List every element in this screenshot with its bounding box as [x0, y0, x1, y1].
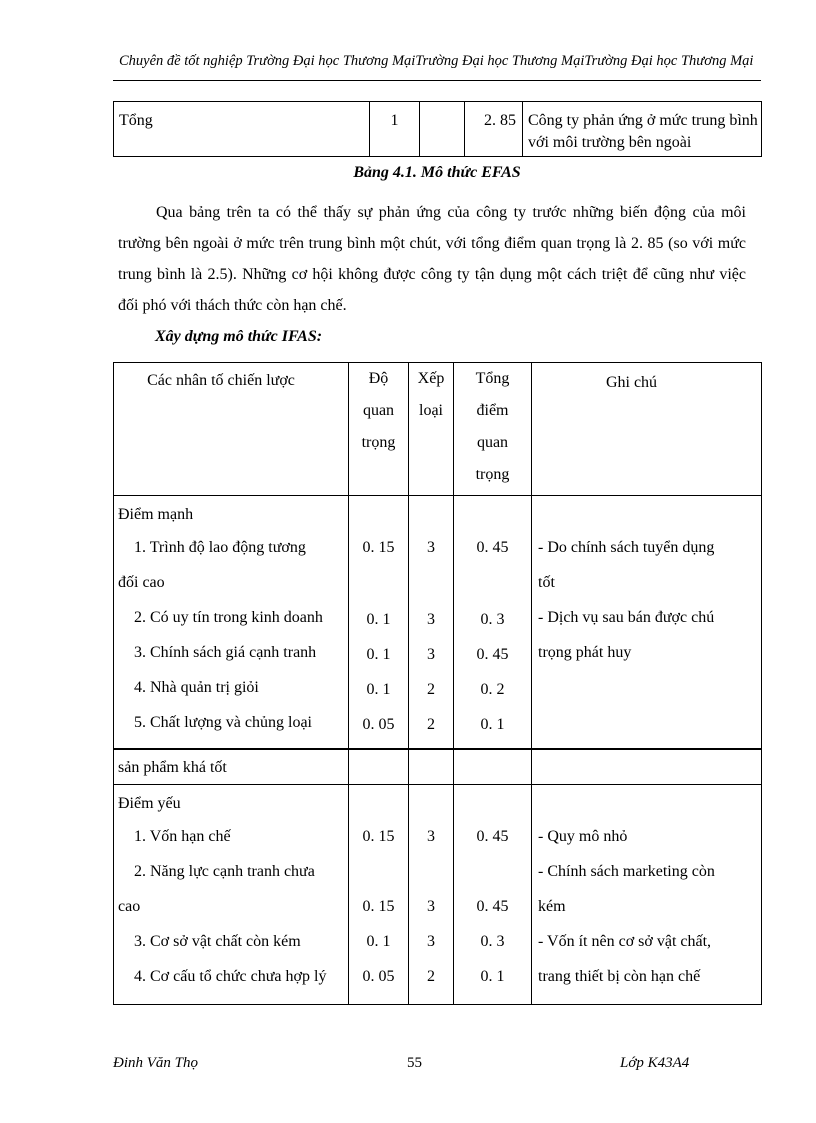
weakness-4-weight: 0. 05 [362, 968, 395, 985]
efas-total-table [113, 101, 762, 157]
ifas-header-row [114, 363, 762, 496]
strength-1-name-cont: đối cao [118, 574, 165, 591]
footer-author: Đinh Văn Thọ [113, 1055, 199, 1071]
weakness-3-weight: 0. 1 [366, 933, 391, 950]
efas-caption: Bảng 4.1. Mô thức EFAS [353, 164, 521, 181]
strengths-row [114, 496, 762, 750]
weakness-note-3: kém [538, 898, 566, 915]
strength-3-weight: 0. 1 [366, 646, 391, 663]
weakness-3-name: 3. Cơ sở vật chất còn kém [134, 933, 301, 950]
efas-total-weight: 1 [370, 102, 420, 157]
weakness-4-name: 4. Cơ cấu tổ chức chưa hợp lý [134, 968, 327, 985]
header-note: Ghi chú [532, 363, 762, 496]
weakness-1-rating: 3 [427, 828, 435, 845]
strength-2-weight: 0. 1 [366, 611, 391, 628]
continuation-empty-weight [349, 749, 409, 785]
strength-note-3: - Dịch vụ sau bán được chú [538, 609, 715, 626]
efas-total-score: 2. 85 [465, 102, 523, 157]
strength-3-rating: 3 [427, 646, 435, 663]
strength-4-name: 4. Nhà quản trị giỏi [134, 679, 259, 696]
weakness-4-total: 0. 1 [480, 968, 505, 985]
strength-5-weight: 0. 05 [362, 716, 395, 733]
weaknesses-notes [532, 785, 762, 1005]
strength-5-total: 0. 1 [480, 716, 505, 733]
strengths-factors [114, 496, 349, 750]
strengths-weights [349, 496, 409, 750]
weakness-2-name: 2. Năng lực cạnh tranh chưa [134, 863, 315, 880]
page-header: Chuyên đề tốt nghiệp Trường Đại học Thương MạiTrường Đại học Thương MạiTrường Đại học Thương Mại [119, 53, 754, 69]
strength-note-1: - Do chính sách tuyển dụng [538, 539, 715, 556]
weakness-note-1: - Quy mô nhỏ [538, 828, 628, 845]
weaknesses-category: Điểm yếu [118, 795, 181, 812]
weaknesses-weights [349, 785, 409, 1005]
weakness-2-rating: 3 [427, 898, 435, 915]
header-rule [113, 80, 761, 81]
strength-2-name: 2. Có uy tín trong kinh doanh [134, 609, 323, 626]
continuation-text: sản phẩm khá tốt [114, 749, 349, 785]
continuation-row [114, 749, 762, 785]
weakness-2-total: 0. 45 [476, 898, 509, 915]
header-factor: Các nhân tố chiến lược [114, 363, 349, 496]
strength-4-weight: 0. 1 [366, 681, 391, 698]
weakness-note-2: - Chính sách marketing còn [538, 863, 715, 880]
weakness-2-name-cont: cao [118, 898, 141, 915]
strength-2-rating: 3 [427, 611, 435, 628]
strength-5-name: 5. Chất lượng và chủng loại [134, 714, 312, 731]
strength-1-weight: 0. 15 [362, 539, 395, 556]
efas-total-note: Công ty phản ứng ở mức trung bình với môi trường bên ngoài [523, 102, 762, 157]
strengths-totals [454, 496, 532, 750]
strength-note-2: tốt [538, 574, 555, 591]
efas-total-rating [420, 102, 465, 157]
ifas-table [113, 362, 762, 1005]
weakness-1-total: 0. 45 [476, 828, 509, 845]
strength-2-total: 0. 3 [480, 611, 505, 628]
weaknesses-ratings [409, 785, 454, 1005]
continuation-empty-total [454, 749, 532, 785]
header-rating: Xếp loại [409, 363, 454, 496]
weaknesses-row [114, 785, 762, 1005]
weaknesses-totals [454, 785, 532, 1005]
weakness-3-total: 0. 3 [480, 933, 505, 950]
continuation-empty-note [532, 749, 762, 785]
ifas-section-title: Xây dựng mô thức IFAS: [155, 328, 323, 345]
continuation-empty-rating [409, 749, 454, 785]
strengths-notes [532, 496, 762, 750]
header-total: Tổng điểm quan trọng [454, 363, 532, 496]
weakness-4-rating: 2 [427, 968, 435, 985]
footer-class: Lớp K43A4 [620, 1055, 690, 1071]
strength-4-rating: 2 [427, 681, 435, 698]
strengths-category: Điểm mạnh [118, 506, 194, 523]
header-weight: Độ quan trọng [349, 363, 409, 496]
strength-3-name: 3. Chính sách giá cạnh tranh [134, 644, 317, 661]
weakness-2-weight: 0. 15 [362, 898, 395, 915]
efas-total-label: Tổng [114, 102, 370, 157]
strength-4-total: 0. 2 [480, 681, 505, 698]
weaknesses-factors [114, 785, 349, 1005]
weakness-1-weight: 0. 15 [362, 828, 395, 845]
strength-note-4: trọng phát huy [538, 644, 632, 661]
weakness-note-4: - Vốn ít nên cơ sở vật chất, [538, 933, 712, 950]
strength-5-rating: 2 [427, 716, 435, 733]
footer-page-number: 55 [407, 1055, 422, 1071]
weakness-note-5: trang thiết bị còn hạn chế [538, 968, 701, 985]
analysis-paragraph: Qua bảng trên ta có thể thấy sự phản ứng của công ty trước những biến động của môi trường bên ngoài ở mức trên trung bình một chút, với tổng điểm quan trọng là 2. 85 (so với mức trung bình là 2.5). Những cơ hội không được công ty tận dụng một cách triệt để cũng như việc đối phó với thách thức còn hạn chế. [118, 204, 746, 314]
strength-1-rating: 3 [427, 539, 435, 556]
strength-3-total: 0. 45 [476, 646, 509, 663]
weakness-3-rating: 3 [427, 933, 435, 950]
strength-1-total: 0. 45 [476, 539, 509, 556]
strength-1-name: 1. Trình độ lao động tương [134, 539, 306, 556]
weakness-1-name: 1. Vốn hạn chế [134, 828, 231, 845]
efas-total-row [114, 102, 762, 157]
strengths-ratings [409, 496, 454, 750]
